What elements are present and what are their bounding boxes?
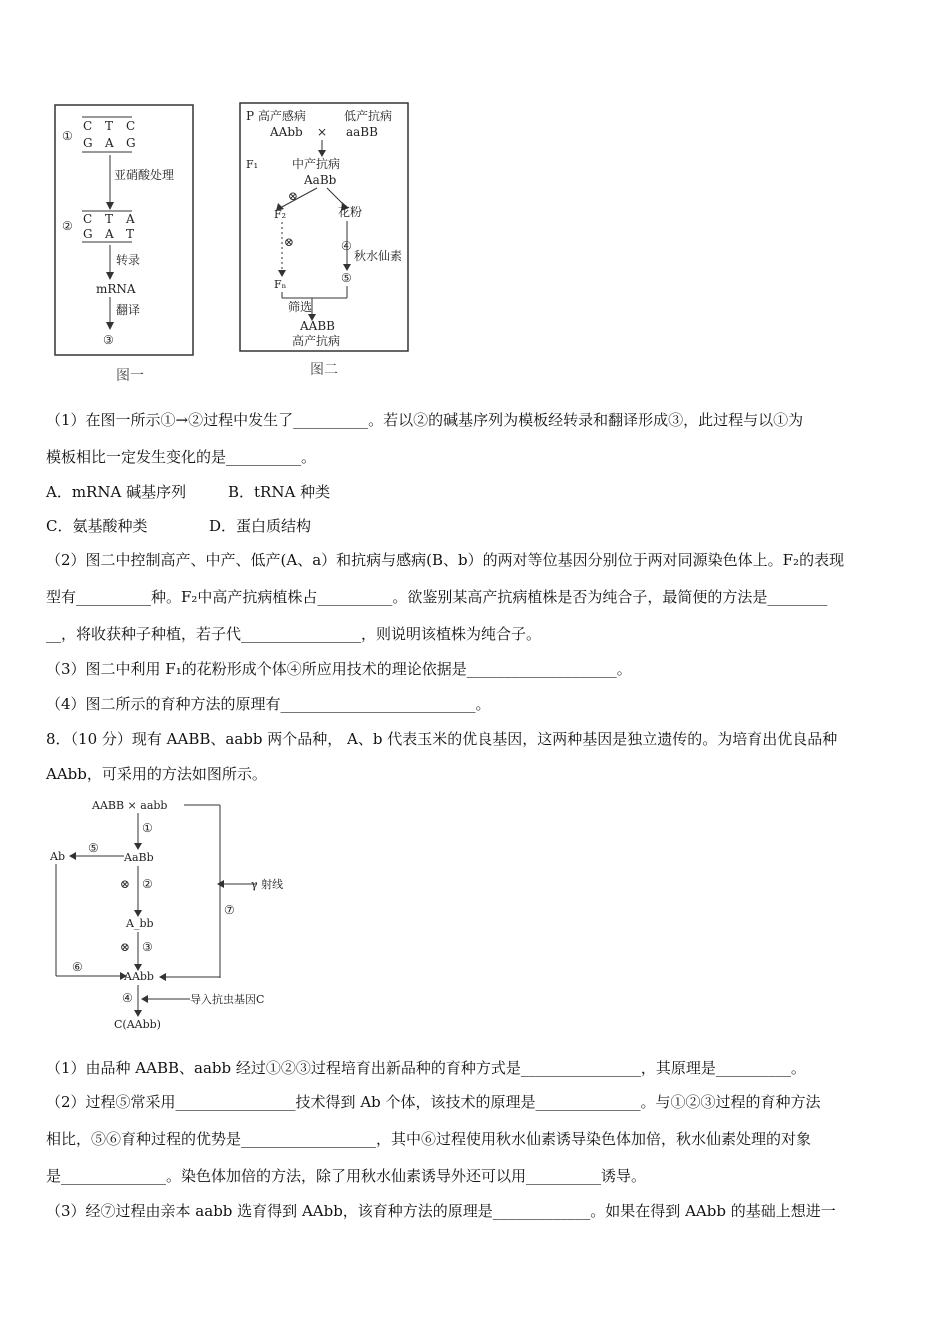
fig3-step-3: ③: [142, 940, 153, 954]
fig2-result-geno: AABB: [300, 319, 335, 333]
fig2-f1-label: F₁: [246, 158, 259, 171]
figure-1: [50, 100, 200, 390]
fig1-marker-3: ③: [103, 333, 114, 347]
fig2-fn-label: Fₙ: [274, 278, 287, 291]
fig1-base: G: [83, 227, 93, 241]
fig2-f2-label: F₂: [274, 208, 287, 221]
fig3-step-2: ②: [142, 877, 153, 891]
fig3-step-6: ⑥: [72, 960, 83, 974]
figure-3: [44, 796, 294, 1036]
fig3-step-4: ④: [122, 991, 133, 1005]
fig2-step-4: ④: [341, 239, 352, 253]
fig1-base: G: [83, 136, 93, 150]
fig1-base: A: [105, 136, 114, 150]
fig1-step-nitrous-acid: 亚硝酸处理: [114, 168, 175, 182]
fig1-base: C: [83, 119, 93, 133]
q8-line-2: AAbb，可采用的方法如图所示。: [46, 765, 267, 783]
fig1-base: T: [105, 212, 114, 226]
q8-sub-2b: 相比，⑤⑥育种过程的优势是__________________，其中⑥过程使用秋水仙素诱导染色体加倍，秋水仙素处理的对象: [46, 1130, 812, 1148]
q7-line-1: （1）在图一所示①→②过程中发生了__________。若以②的碱基序列为模板经转录和翻译形成③，此过程与以①为: [46, 411, 804, 429]
q7-line-5: （2）图二中控制高产、中产、低产(A、a）和抗病与感病(B、b）的两对等位基因分别位于两对同源染色体上。F₂的表现: [46, 551, 845, 569]
fig3-gene: 导入抗虫基因C: [190, 993, 265, 1006]
q8-sub-2c: 是______________。染色体加倍的方法，除了用秋水仙素诱导外还可以用__________诱导。: [46, 1167, 647, 1185]
q7-option-a: A．mRNA 碱基序列: [46, 483, 187, 501]
q7-line-2: 模板相比一定发生变化的是__________。: [46, 448, 317, 466]
fig2-colchicine: 秋水仙素: [354, 249, 403, 263]
fig3-ab: Ab: [50, 850, 65, 863]
fig1-step-translation: 翻译: [116, 303, 141, 317]
q7-option-b: B．tRNA 种类: [228, 483, 331, 501]
fig1-base: C: [126, 119, 136, 133]
fig3-step-5: ⑤: [88, 841, 99, 855]
q8-sub-2a: （2）过程⑤常采用________________技术得到 Ab 个体，该技术的原理是______________。与①②③过程的育种方法: [46, 1093, 821, 1111]
fig2-f1-geno: AaBb: [304, 173, 337, 187]
figure-2-frame: [240, 103, 408, 351]
fig1-mrna: mRNA: [96, 282, 136, 296]
fig1-base: C: [83, 212, 93, 226]
q8-sub-3: （3）经⑦过程由亲本 aabb 选育得到 AAbb，该育种方法的原理是_____________。如果在得到 AAbb 的基础上想进一: [46, 1202, 836, 1220]
fig3-self-2: ⊗: [120, 877, 131, 891]
fig2-cross: ×: [317, 125, 328, 139]
fig2-self: ⊗: [288, 189, 299, 203]
fig1-base: A: [126, 212, 135, 226]
fig1-base: G: [126, 136, 136, 150]
figure-1-frame: [55, 105, 193, 355]
q7-line-9: （4）图二所示的育种方法的原理有__________________________。: [46, 695, 491, 713]
fig3-gamma: γ 射线: [251, 878, 284, 891]
fig3-aabb: AAbb: [124, 970, 154, 983]
fig2-f1-pheno: 中产抗病: [292, 157, 341, 171]
figure-2: [232, 98, 422, 388]
q7-line-6: 型有__________种。F₂中高产抗病植株占__________。欲鉴别某高产抗病植株是否为纯合子，最简便的方法是________: [46, 588, 828, 606]
fig3-parents: AABB × aabb: [92, 799, 168, 812]
fig2-p-geno-left: AAbb: [270, 125, 303, 139]
fig2-caption: 图二: [310, 362, 338, 378]
fig2-step-5: ⑤: [341, 271, 352, 285]
q7-option-c: C．氨基酸种类: [46, 517, 148, 535]
fig3-a-bb: A_bb: [126, 917, 154, 930]
fig1-caption: 图一: [116, 368, 144, 384]
fig2-result-pheno: 高产抗病: [292, 334, 341, 348]
q7-option-d: D．蛋白质结构: [209, 517, 312, 535]
fig3-step-7: ⑦: [224, 903, 235, 917]
fig2-pollen: 花粉: [338, 205, 363, 219]
fig2-select: 筛选: [288, 300, 313, 314]
q8-sub-1: （1）由品种 AABB、aabb 经过①②③过程培育出新品种的育种方式是________________，其原理是__________。: [46, 1059, 806, 1077]
fig1-marker-1: ①: [62, 129, 73, 143]
fig2-p-right: 低产抗病: [344, 109, 393, 123]
fig1-base: T: [126, 227, 135, 241]
fig3-step-1: ①: [142, 821, 153, 835]
fig1-step-transcription: 转录: [116, 253, 141, 267]
fig1-base: A: [105, 227, 114, 241]
fig2-p-geno-right: aaBB: [346, 125, 378, 139]
fig3-self-3: ⊗: [120, 940, 131, 954]
q7-line-7: __，将收获种子种植，若子代________________，则说明该植株为纯合子。: [46, 625, 542, 643]
fig2-p-left: P 高产感病: [246, 109, 306, 123]
fig1-base: T: [105, 119, 114, 133]
fig3-f1: AaBb: [124, 851, 154, 864]
q8-line-1: 8．（10 分）现有 AABB、aabb 两个品种， A、b 代表玉米的优良基因，这两种基因是独立遗传的。为培育出优良品种: [46, 730, 838, 748]
q7-line-8: （3）图二中利用 F₁的花粉形成个体④所应用技术的理论依据是____________________。: [46, 660, 632, 678]
fig3-c: C(AAbb): [114, 1018, 161, 1031]
fig2-self-2: ⊗: [284, 235, 295, 249]
fig1-marker-2: ②: [62, 219, 73, 233]
